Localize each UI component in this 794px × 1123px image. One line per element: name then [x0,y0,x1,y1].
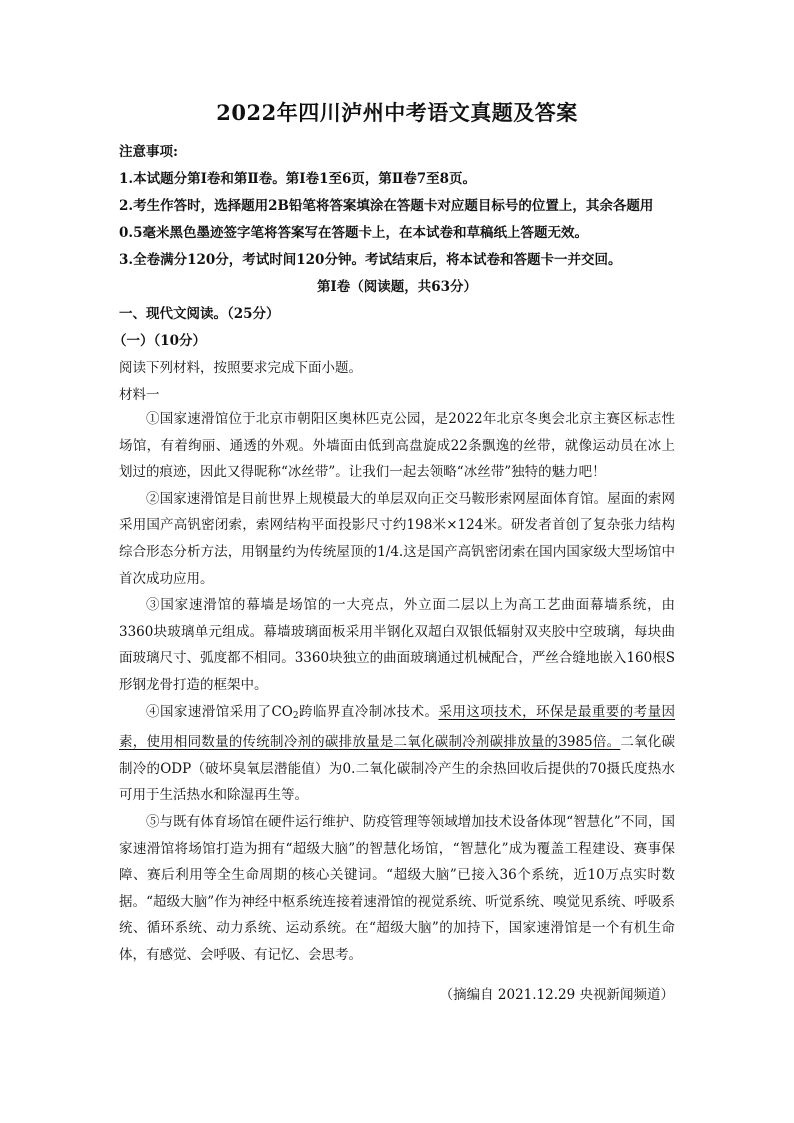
source-citation: （摘编自 2021.12.29 央视新闻频道） [439,987,674,1003]
co2-subscript: 2 [292,710,299,721]
section-heading: 一、现代文阅读。（25分） [119,306,280,322]
underlined-sentence: 采用这项技术，环保是最重要的考量因素，使用相同数量的传统制冷剂的碳排放量是二氧化碳制冷剂碳排放量的3985倍。 [119,703,676,751]
paragraph-1: ①国家速滑馆位于北京市朝阳区奥林匹克公园，是2022年北京冬奥会北京主赛区标志性场馆，有着绚丽、通透的外观。外墙面由低到高盘旋成22条飘逸的丝带，就像运动员在冰上划过的痕迹，因此又得昵称“冰丝带”。让我们一起去领略“冰丝带”独特的魅力吧！ [119,411,675,481]
paragraph-5: ⑤与既有体育场馆在硬件运行维护、防疫管理等领域增加技术设备体现“智慧化”不同，国家速滑馆将场馆打造为拥有“超级大脑”的智慧化场馆，“智慧化”成为覆盖工程建设、赛事保障、赛后利用等全生命周期的核心关键词。“超级大脑”已接入36个系统，近10万点实时数据。“超级大脑”作为神经中枢系统连接着速滑馆的视觉系统、听觉系统、嗅觉见系统、呼吸系统、循环系统、动力系统、运动系统。在“超级大脑”的加持下，国家速滑馆是一个有机生命体，有感觉、会呼吸、有记忆、会思考。 [119,813,675,963]
paragraph-4 [119,699,675,809]
part-heading: （一）（10分） [113,333,207,349]
page-title: 2022年四川泸州中考语文真题及答案 [216,100,578,125]
notice-item-1: 1.本试题分第Ⅰ卷和第Ⅱ卷。第Ⅰ卷1至6页，第Ⅱ卷7至8页。 [119,171,477,187]
paragraph-3: ③国家速滑馆的幕墙是场馆的一大亮点，外立面二层以上为高工艺曲面幕墙系统，由3360块玻璃单元组成。幕墙玻璃面板采用半钢化双超白双银低辐射双夹胶中空玻璃，每块曲面玻璃尺寸、弧度都不相同。3360块独立的曲面玻璃通过机械配合，严丝合缝地嵌入160根S形钢龙骨打造的框架中。 [119,597,675,693]
notice-item-2: 2.考生作答时，选择题用2B铅笔将答案填涂在答题卡对应题目标号的位置上，其余各题用 [119,198,654,214]
paragraph-4-end: 二氧化碳制冷的ODP（破坏臭氧层潜能值）为0.二氧化碳制冷产生的余热回收后提供的70摄氏度热水可用于生活热水和除湿再生等。 [119,734,676,804]
article-body [119,406,675,968]
material-label: 材料一 [119,387,160,403]
paragraph-4-start: ④国家速滑馆采用了CO [146,703,293,720]
notice-item-3: 3.全卷满分120分，考试时间120分钟。考试结束后，将本试卷和答题卡一并交回。 [119,252,622,268]
paragraph-2: ②国家速滑馆是目前世界上规模最大的单层双向正交马鞍形索网屋面体育馆。屋面的索网采用国产高钒密闭索，索网结构平面投影尺寸约198米×124米。研发者首创了复杂张力结构综合形态分析方法，用钢量约为传统屋顶的1/4.这是国产高钒密闭索在国内国家级大型场馆中首次成功应用。 [119,490,675,587]
notice-heading: 注意事项: [119,144,178,160]
notice-item-2-cont: 0.5毫米黑色墨迹签字笔将答案写在答题卡上，在本试卷和草稿纸上答题无效。 [119,225,588,241]
instruction-text: 阅读下列材料，按照要求完成下面小题。 [119,360,362,376]
volume-title: 第Ⅰ卷（阅读题，共63分） [316,279,478,295]
paragraph-4-mid: 跨临界直冷制冰技术。 [298,703,439,720]
